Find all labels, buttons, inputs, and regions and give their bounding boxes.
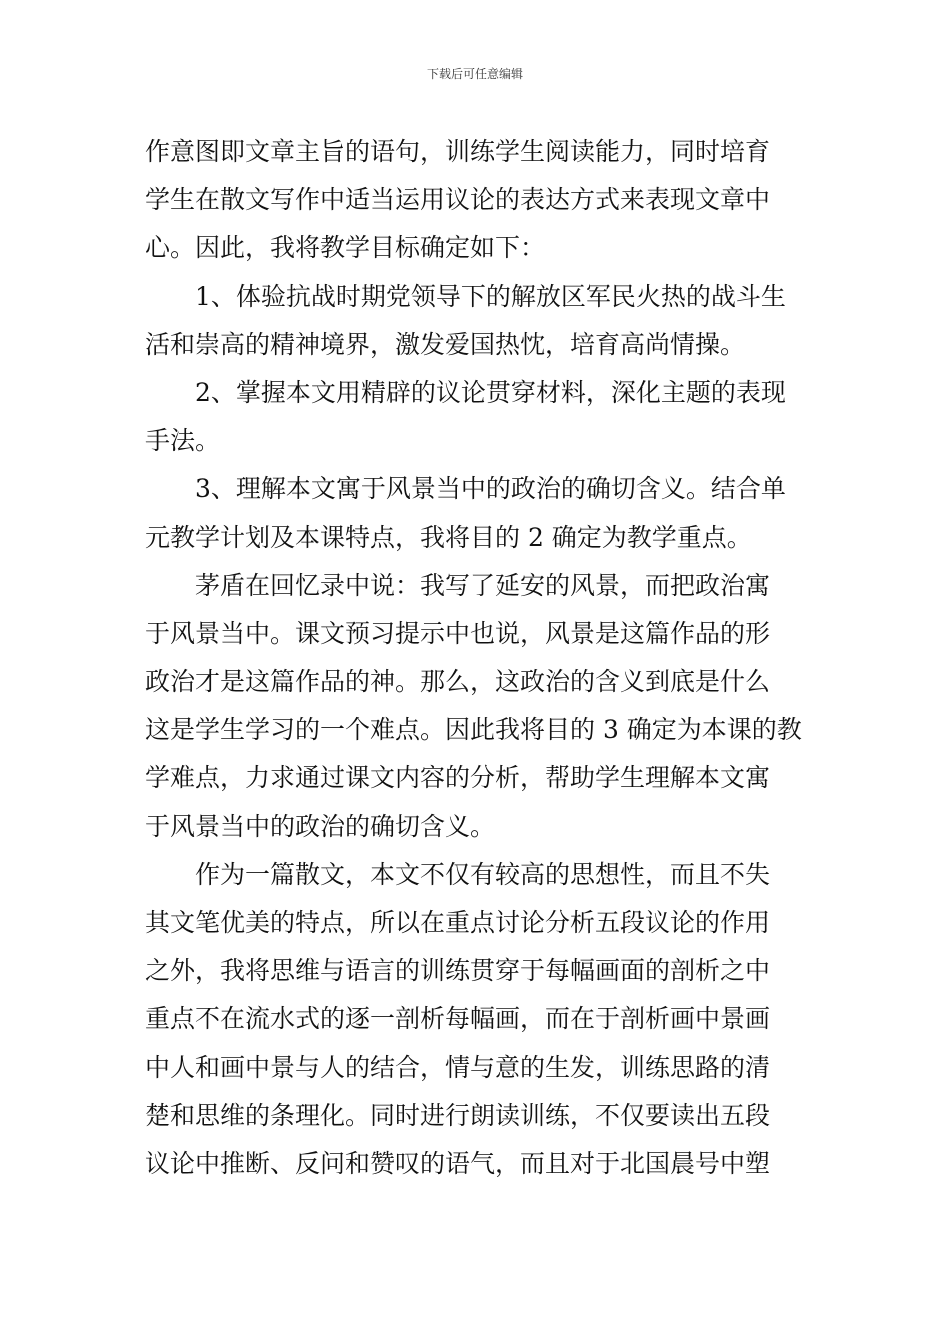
- text-line-indented: 3、理解本文寓于风景当中的政治的确切含义。结合单: [195, 474, 786, 504]
- text-line-indented: 1、体验抗战时期党领导下的解放区军民火热的战斗生: [195, 281, 786, 311]
- text-line: 心。因此，我将教学目标确定如下：: [145, 233, 546, 263]
- text-line: 其文笔优美的特点，所以在重点讨论分析五段议论的作用: [145, 908, 771, 937]
- text-line: 于风景当中的政治的确切含义。: [145, 811, 496, 841]
- text-line-indented: 茅盾在回忆录中说：我写了延安的风景，而把政治寓: [195, 570, 771, 600]
- body-text: [145, 128, 817, 1188]
- text-line: 政治才是这篇作品的神。那么，这政治的含义到底是什么: [145, 667, 771, 697]
- text-line: 元教学计划及本课特点，我将目的 2 确定为教学重点。: [145, 522, 752, 552]
- text-line-indented: 作为一篇散文，本文不仅有较高的思想性，而且不失: [195, 859, 771, 889]
- text-line: 议论中推断、反问和赞叹的语气，而且对于北国晨号中塑: [145, 1148, 771, 1178]
- text-line: 学难点，力求通过课文内容的分析，帮助学生理解本文寓: [145, 763, 771, 793]
- text-line-indented: 2、掌握本文用精辟的议论贯穿材料，深化主题的表现: [195, 377, 786, 407]
- text-line: 活和崇高的精神境界，激发爱国热忱，培育高尚情操。: [145, 329, 746, 359]
- text-line: 这是学生学习的一个难点。因此我将目的 3 确定为本课的教: [145, 715, 802, 745]
- text-line: 于风景当中。课文预习提示中也说，风景是这篇作品的形: [145, 618, 771, 648]
- text-line: 作意图即文章主旨的语句，训练学生阅读能力，同时培育: [145, 137, 771, 166]
- text-line: 重点不在流水式的逐一剖析每幅画，而在于剖析画中景画: [145, 1004, 771, 1034]
- text-line: 之外，我将思维与语言的训练贯穿于每幅画面的剖析之中: [145, 956, 771, 986]
- text-line: 楚和思维的条理化。同时进行朗读训练，不仅要读出五段: [145, 1100, 771, 1130]
- page-header: 下载后可任意编辑: [426, 67, 523, 81]
- text-line: 中人和画中景与人的结合，情与意的生发，训练思路的清: [145, 1052, 771, 1082]
- text-line: 手法。: [145, 426, 221, 456]
- text-line: 学生在散文写作中适当运用议论的表达方式来表现文章中: [145, 185, 771, 215]
